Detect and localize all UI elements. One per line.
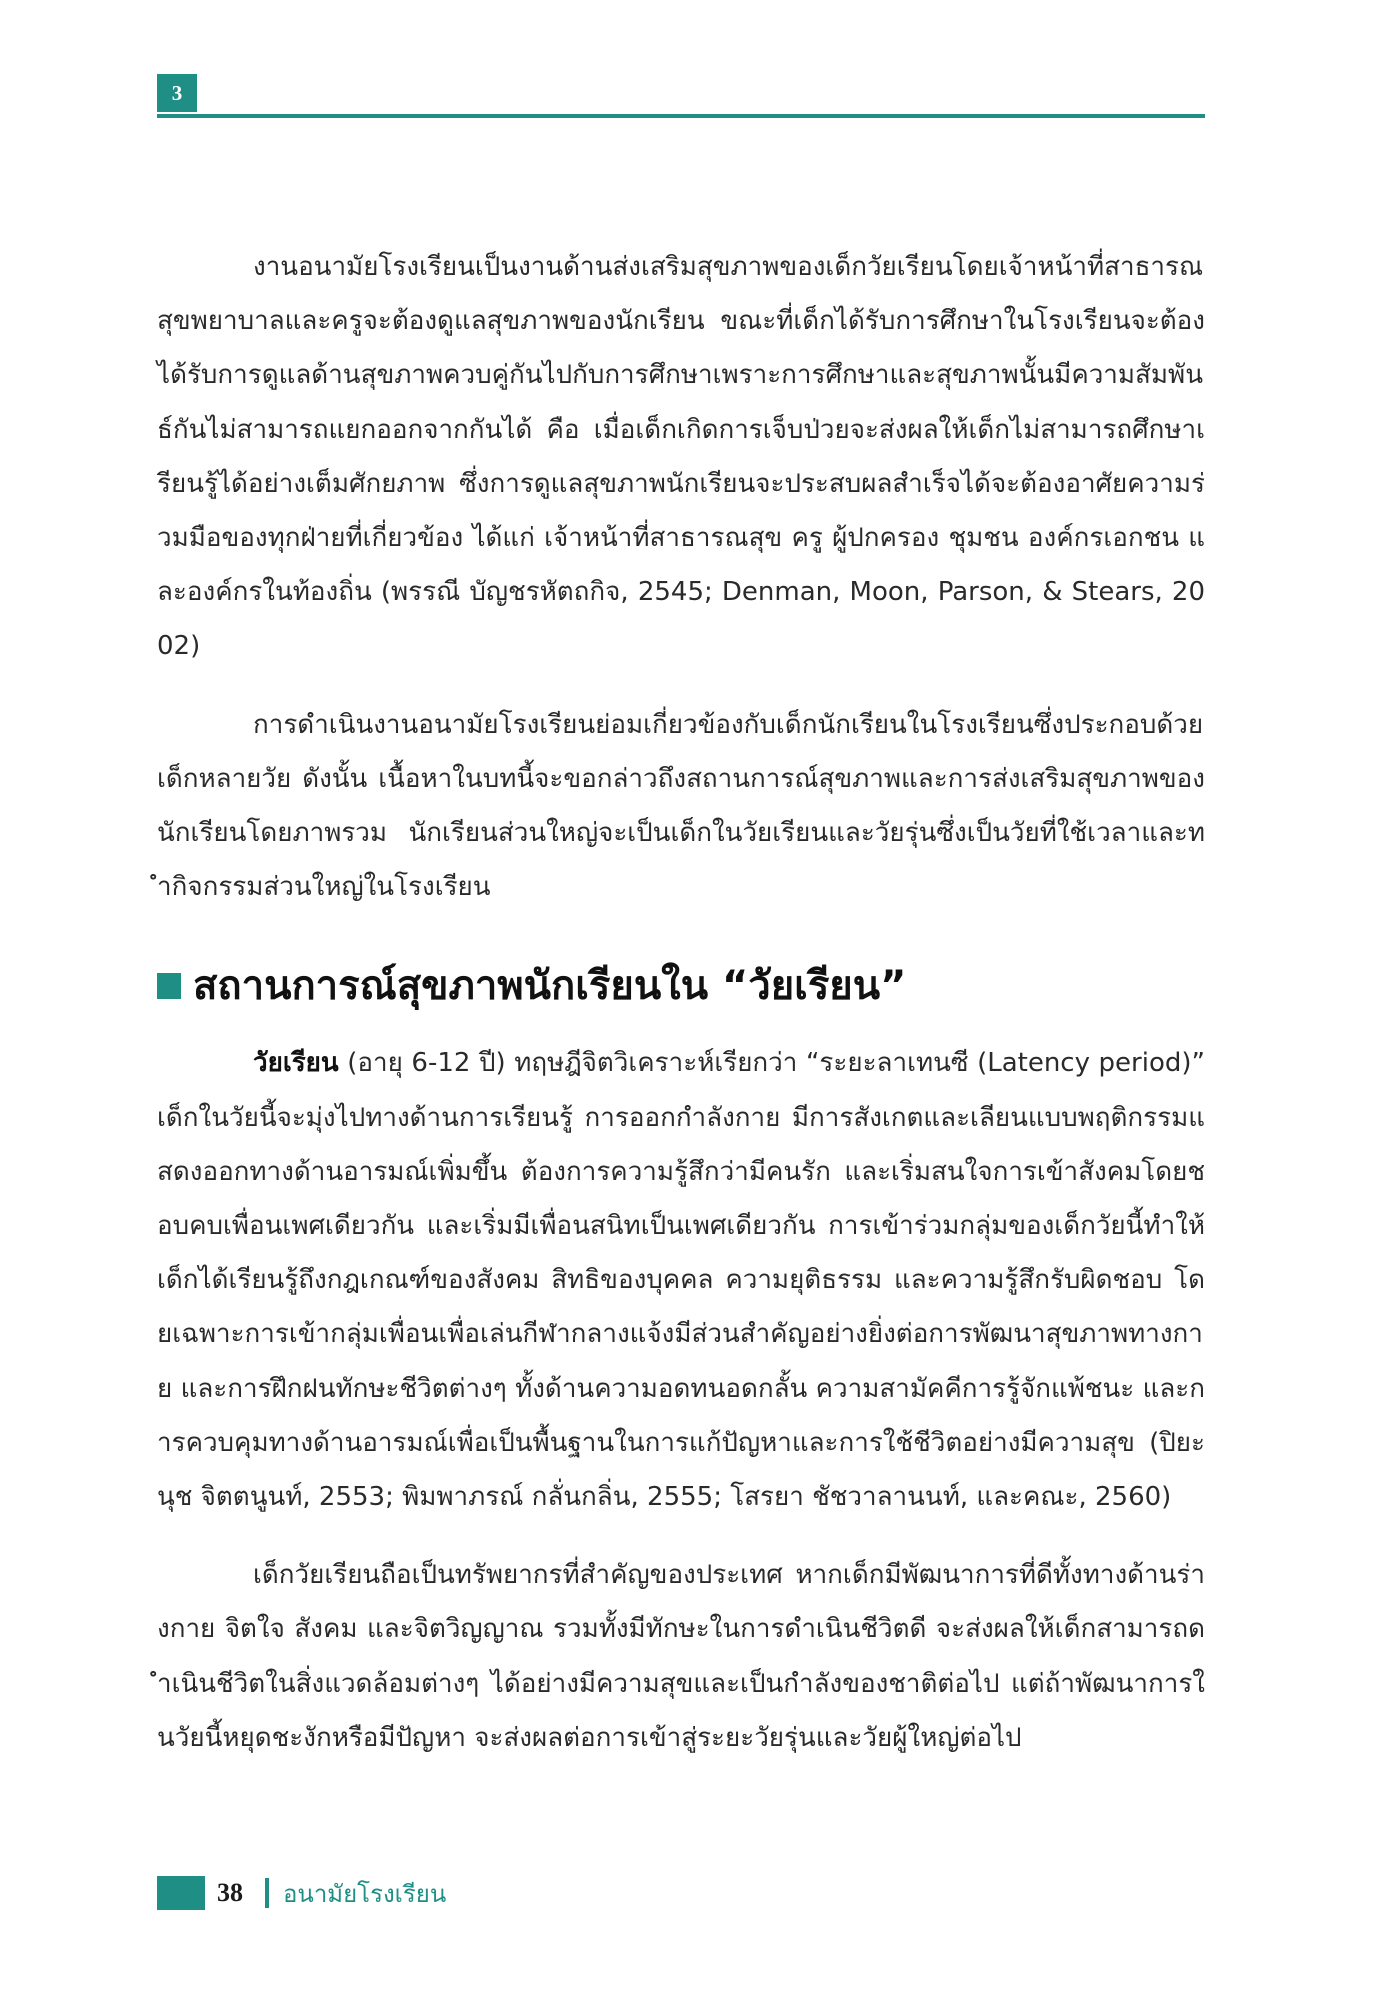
header-divider xyxy=(157,114,1205,118)
page-content xyxy=(157,240,1205,1765)
body-paragraph: การดำเนินงานอนามัยโรงเรียนย่อมเกี่ยวข้องกับเด็กนักเรียนในโรงเรียนซึ่งประกอบด้วยเด็กหลายวัย ดังนั้น เนื้อหาในบทนี้จะขอกล่าวถึงสถานการณ์สุขภาพและการส่งเสริมสุขภาพของนักเรียนโดยภาพรวม นักเรียนส่วนใหญ่จะเป็นเด็กในวัยเรียนและวัยรุ่นซึ่งเป็นวัยที่ใช้เวลาและทำกิจกรรมส่วนใหญ่ในโรงเรียน xyxy=(157,709,1205,903)
page-number: 38 xyxy=(217,1878,243,1907)
section-title: สถานการณ์สุขภาพนักเรียนใน “วัยเรียน” xyxy=(193,963,907,1010)
body-paragraph xyxy=(157,1036,1205,1524)
section-heading xyxy=(157,950,1205,1022)
page-footer xyxy=(157,1876,446,1910)
body-paragraph: งานอนามัยโรงเรียนเป็นงานด้านส่งเสริมสุขภาพของเด็กวัยเรียนโดยเจ้าหน้าที่สาธารณสุขพยาบาลและครูจะต้องดูแลสุขภาพของนักเรียน ขณะที่เด็กได้รับการศึกษาในโรงเรียนจะต้องได้รับการดูแลด้านสุขภาพควบคู่กันไปกับการศึกษาเพราะการศึกษาและสุขภาพนั้นมีความสัมพันธ์กันไม่สามารถแยกออกจากกันได้ คือ เมื่อเด็กเกิดการเจ็บป่วยจะส่งผลให้เด็กไม่สามารถศึกษาเรียนรู้ได้อย่างเต็มศักยภาพ ซึ่งการดูแลสุขภาพนักเรียนจะประสบผลสำเร็จได้จะต้องอาศัยความร่วมมือของทุกฝ่ายที่เกี่ยวข้อง ได้แก่ เจ้าหน้าที่สาธารณสุข ครู ผู้ปกครอง ชุมชน องค์กรเอกชน และองค์กรในท้องถิ่น (พรรณี บัญชรหัตถกิจ, 2545; Denman, Moon, Parson, & Stears, 2002) xyxy=(157,252,1205,662)
footer-accent-block xyxy=(157,1876,205,1910)
body-paragraph: เด็กวัยเรียนถือเป็นทรัพยากรที่สำคัญของประเทศ หากเด็กมีพัฒนาการที่ดีทั้งทางด้านร่างกาย จิตใจ สังคม และจิตวิญญาณ รวมทั้งมีทักษะในการดำเนินชีวิตดี จะส่งผลให้เด็กสามารถดำเนินชีวิตในสิ่งแวดล้อมต่างๆ ได้อย่างมีความสุขและเป็นกำลังของชาติต่อไป แต่ถ้าพัฒนาการในวัยนี้หยุดชะงักหรือมีปัญหา จะส่งผลต่อการเข้าสู่ระยะวัยรุ่นและวัยผู้ใหญ่ต่อไป xyxy=(157,1560,1205,1753)
chapter-number-badge: 3 xyxy=(157,74,197,112)
paragraph-text: (อายุ 6-12 ปี) ทฤษฎีจิตวิเคราะห์เรียกว่า “ระยะลาเทนซี (Latency period)” เด็กในวัยนี้จะมุ่งไปทางด้านการเรียนรู้ การออกกำลังกาย มีการสังเกตและเลียนแบบพฤติกรรมแสดงออกทางด้านอารมณ์เพิ่มขึ้น ต้องการความรู้สึกว่ามีคนรัก และเริ่มสนใจการเข้าสังคมโดยชอบคบเพื่อนเพศเดียวกัน และเริ่มมีเพื่อนสนิทเป็นเพศเดียวกัน การเข้าร่วมกลุ่มของเด็กวัยนี้ทำให้เด็กได้เรียนรู้ถึงกฎเกณฑ์ของสังคม สิทธิของบุคคล ความยุติธรรม และความรู้สึกรับผิดชอบ โดยเฉพาะการเข้ากลุ่มเพื่อนเพื่อเล่นกีฬากลางแจ้งมีส่วนสำคัญอย่างยิ่งต่อการพัฒนาสุขภาพทางกาย และการฝึกฝนทักษะชีวิตต่างๆ ทั้งด้านความอดทนอดกลั้น ความสามัคคีการรู้จักแพ้ชนะ และการควบคุมทางด้านอารมณ์เพื่อเป็นพื้นฐานในการแก้ปัญหาและการใช้ชีวิตอย่างมีความสุข (ปิยะนุช จิตตนูนท์, 2553; พิมพาภรณ์ กลั่นกลิ่น, 2555; โสรยา ชัชวาลานนท์, และคณะ, 2560) xyxy=(157,1048,1205,1513)
heading-bullet-icon xyxy=(157,973,181,999)
bold-term: วัยเรียน xyxy=(253,1048,339,1079)
book-title: อนามัยโรงเรียน xyxy=(283,1879,447,1908)
footer-separator xyxy=(265,1878,269,1908)
